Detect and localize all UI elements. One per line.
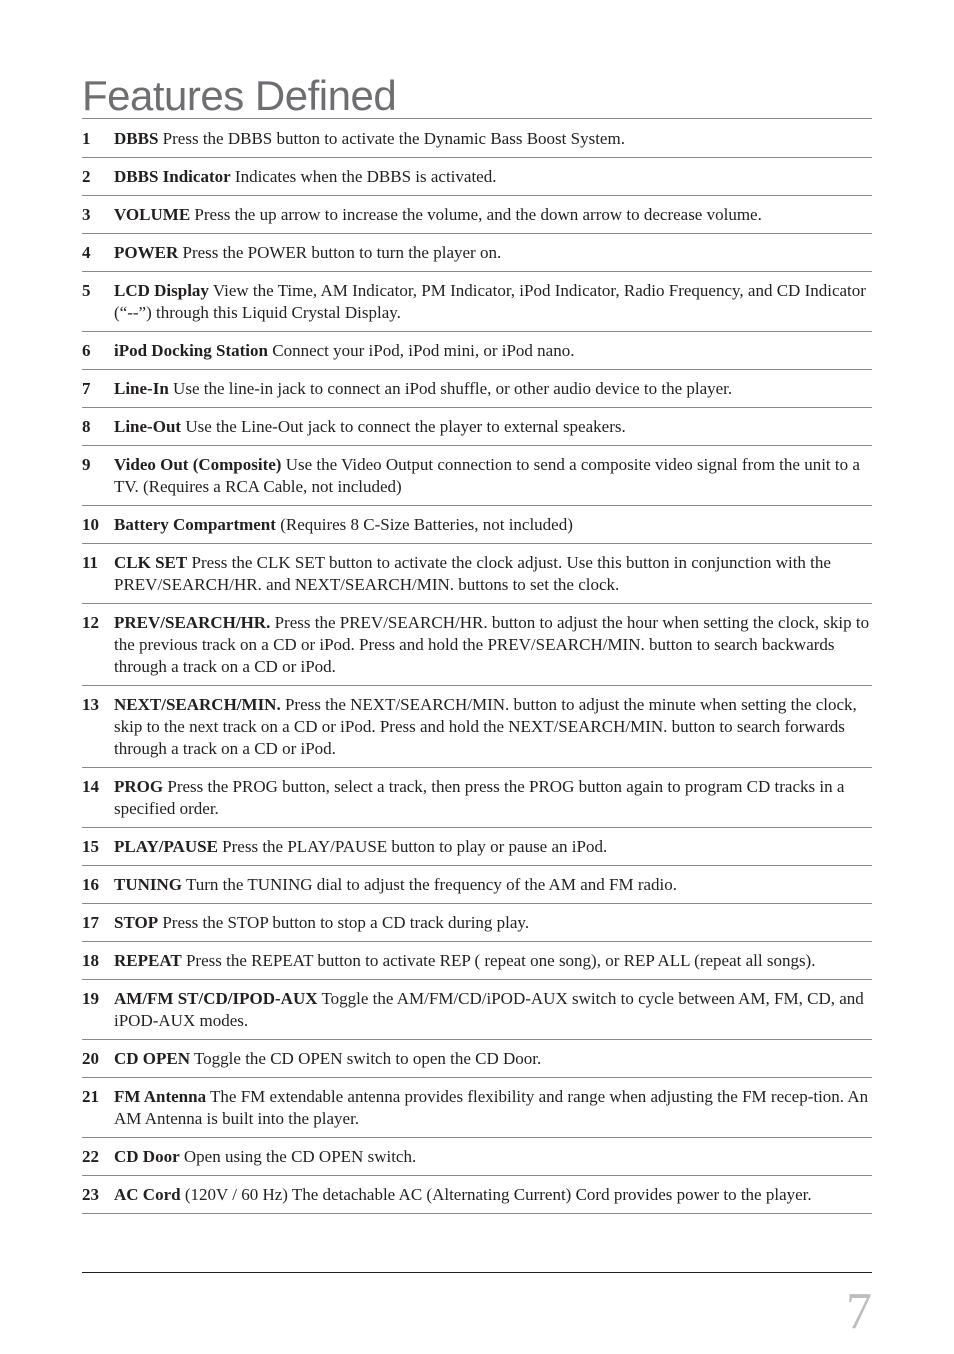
feature-term: FM Antenna [114, 1087, 207, 1106]
feature-row [82, 828, 872, 866]
feature-term: POWER [114, 243, 179, 262]
feature-text [114, 1086, 872, 1130]
feature-row [82, 768, 872, 828]
feature-number: 19 [82, 989, 99, 1008]
feature-description: Press the STOP button to stop a CD track during play. [158, 913, 530, 932]
feature-row [82, 408, 872, 446]
feature-term: REPEAT [114, 951, 182, 970]
feature-description: Press the up arrow to increase the volume, and the down arrow to decrease volume. [190, 205, 762, 224]
feature-text [114, 378, 872, 400]
feature-description: Use the Video Output connection to send a composite video signal from the unit to a TV. (Requires a RCA Cable, not included) [114, 455, 860, 496]
feature-description: Press the PROG button, select a track, then press the PROG button again to program CD tracks in a specified order. [114, 777, 845, 818]
feature-description: Use the line-in jack to connect an iPod shuffle, or other audio device to the player. [168, 379, 733, 398]
page-number: 7 [846, 1283, 872, 1340]
feature-term: VOLUME [114, 205, 191, 224]
feature-text [114, 1146, 872, 1168]
feature-number: 5 [82, 281, 91, 300]
feature-number: 23 [82, 1185, 99, 1204]
feature-row [82, 942, 872, 980]
feature-description: Connect your iPod, iPod mini, or iPod nano. [267, 341, 575, 360]
feature-description: Toggle the AM/FM/CD/iPOD-AUX switch to cycle between AM, FM, CD, and iPOD-AUX modes. [114, 989, 864, 1030]
feature-term: DBBS [114, 129, 159, 148]
feature-text [114, 166, 872, 188]
feature-description: Use the Line-Out jack to connect the player to external speakers. [181, 417, 626, 436]
feature-term: AM/FM ST/CD/IPOD-AUX [114, 989, 318, 1008]
feature-description: Turn the TUNING dial to adjust the frequency of the AM and FM radio. [182, 875, 677, 894]
feature-text [114, 280, 872, 324]
feature-term: Battery Compartment [114, 515, 276, 534]
feature-text [114, 552, 872, 596]
feature-number: 1 [82, 129, 91, 148]
feature-description: Indicates when the DBBS is activated. [230, 167, 497, 186]
feature-description: (120V / 60 Hz) The detachable AC (Alternating Current) Cord provides power to the player. [180, 1185, 812, 1204]
feature-text [114, 836, 872, 858]
feature-number: 3 [82, 205, 91, 224]
feature-row [82, 866, 872, 904]
feature-description: Press the POWER button to turn the player on. [178, 243, 502, 262]
feature-term: Line-In [114, 379, 169, 398]
feature-description: The FM extendable antenna provides flexibility and range when adjusting the FM recep-tion. An AM Antenna is built into the player. [114, 1087, 869, 1128]
feature-text [114, 912, 872, 934]
feature-description: Press the CLK SET button to activate the clock adjust. Use this button in conjunction with the PREV/SEARCH/HR. and NEXT/SEARCH/MIN. buttons to set the clock. [114, 553, 831, 594]
feature-number: 6 [82, 341, 91, 360]
feature-row [82, 980, 872, 1040]
feature-text [114, 1048, 872, 1070]
feature-description: Press the NEXT/SEARCH/MIN. button to adjust the minute when setting the clock, skip to the next track on a CD or iPod. Press and hold the NEXT/SEARCH/MIN. button to search forwards through a track on a CD or iPod. [114, 695, 857, 758]
feature-row [82, 196, 872, 234]
feature-text [114, 950, 872, 972]
feature-term: NEXT/SEARCH/MIN. [114, 695, 281, 714]
feature-row [82, 332, 872, 370]
feature-number: 9 [82, 455, 91, 474]
feature-text [114, 204, 872, 226]
feature-text [114, 514, 872, 536]
feature-text [114, 1184, 872, 1206]
feature-row [82, 904, 872, 942]
feature-text [114, 612, 872, 678]
feature-row [82, 1078, 872, 1138]
feature-number: 13 [82, 695, 99, 714]
feature-number: 18 [82, 951, 99, 970]
feature-term: PLAY/PAUSE [114, 837, 218, 856]
feature-text [114, 988, 872, 1032]
feature-text [114, 416, 872, 438]
feature-term: iPod Docking Station [114, 341, 268, 360]
feature-row [82, 604, 872, 686]
feature-term: PREV/SEARCH/HR. [114, 613, 271, 632]
feature-text [114, 776, 872, 820]
feature-row [82, 544, 872, 604]
feature-term: LCD Display [114, 281, 209, 300]
feature-row [82, 120, 872, 158]
feature-term: AC Cord [114, 1185, 181, 1204]
feature-text [114, 340, 872, 362]
feature-number: 22 [82, 1147, 99, 1166]
feature-number: 12 [82, 613, 99, 632]
page-title: Features Defined [82, 72, 397, 119]
feature-number: 14 [82, 777, 99, 796]
feature-number: 11 [82, 553, 99, 572]
feature-term: STOP [114, 913, 159, 932]
feature-text [114, 242, 872, 264]
feature-row [82, 506, 872, 544]
feature-row [82, 446, 872, 506]
feature-description: View the Time, AM Indicator, PM Indicator, iPod Indicator, Radio Frequency, and CD Indicator (“--”) through this Liquid Crystal Display. [114, 281, 866, 322]
feature-row [82, 1138, 872, 1176]
feature-row [82, 234, 872, 272]
feature-text [114, 694, 872, 760]
feature-number: 20 [82, 1049, 99, 1068]
feature-row [82, 1040, 872, 1078]
feature-number: 2 [82, 167, 91, 186]
feature-number: 17 [82, 913, 99, 932]
title-divider [82, 118, 872, 119]
feature-description: (Requires 8 C-Size Batteries, not included) [275, 515, 573, 534]
feature-number: 15 [82, 837, 99, 856]
feature-text [114, 874, 872, 896]
feature-text [114, 128, 872, 150]
feature-text [114, 454, 872, 498]
feature-term: CD Door [114, 1147, 180, 1166]
footer-divider [82, 1272, 872, 1273]
feature-term: CD OPEN [114, 1049, 191, 1068]
feature-number: 4 [82, 243, 91, 262]
feature-term: TUNING [114, 875, 183, 894]
feature-number: 10 [82, 515, 99, 534]
feature-term: PROG [114, 777, 164, 796]
feature-description: Press the DBBS button to activate the Dynamic Bass Boost System. [158, 129, 625, 148]
feature-row [82, 370, 872, 408]
feature-term: Video Out (Composite) [114, 455, 282, 474]
feature-term: DBBS Indicator [114, 167, 231, 186]
feature-row [82, 1176, 872, 1214]
feature-description: Toggle the CD OPEN switch to open the CD Door. [190, 1049, 542, 1068]
feature-number: 16 [82, 875, 99, 894]
feature-number: 8 [82, 417, 91, 436]
feature-term: Line-Out [114, 417, 182, 436]
feature-description: Open using the CD OPEN switch. [179, 1147, 417, 1166]
feature-row [82, 272, 872, 332]
feature-description: Press the PREV/SEARCH/HR. button to adjust the hour when setting the clock, skip to the previous track on a CD or iPod. Press and hold the PREV/SEARCH/MIN. button to search backwards through a track on a CD or iPod. [114, 613, 870, 676]
feature-row [82, 686, 872, 768]
feature-description: Press the REPEAT button to activate REP ( repeat one song), or REP ALL (repeat all songs). [181, 951, 816, 970]
features-list [82, 120, 872, 1214]
feature-description: Press the PLAY/PAUSE button to play or pause an iPod. [217, 837, 608, 856]
feature-number: 21 [82, 1087, 99, 1106]
feature-term: CLK SET [114, 553, 188, 572]
feature-row [82, 158, 872, 196]
feature-number: 7 [82, 379, 91, 398]
